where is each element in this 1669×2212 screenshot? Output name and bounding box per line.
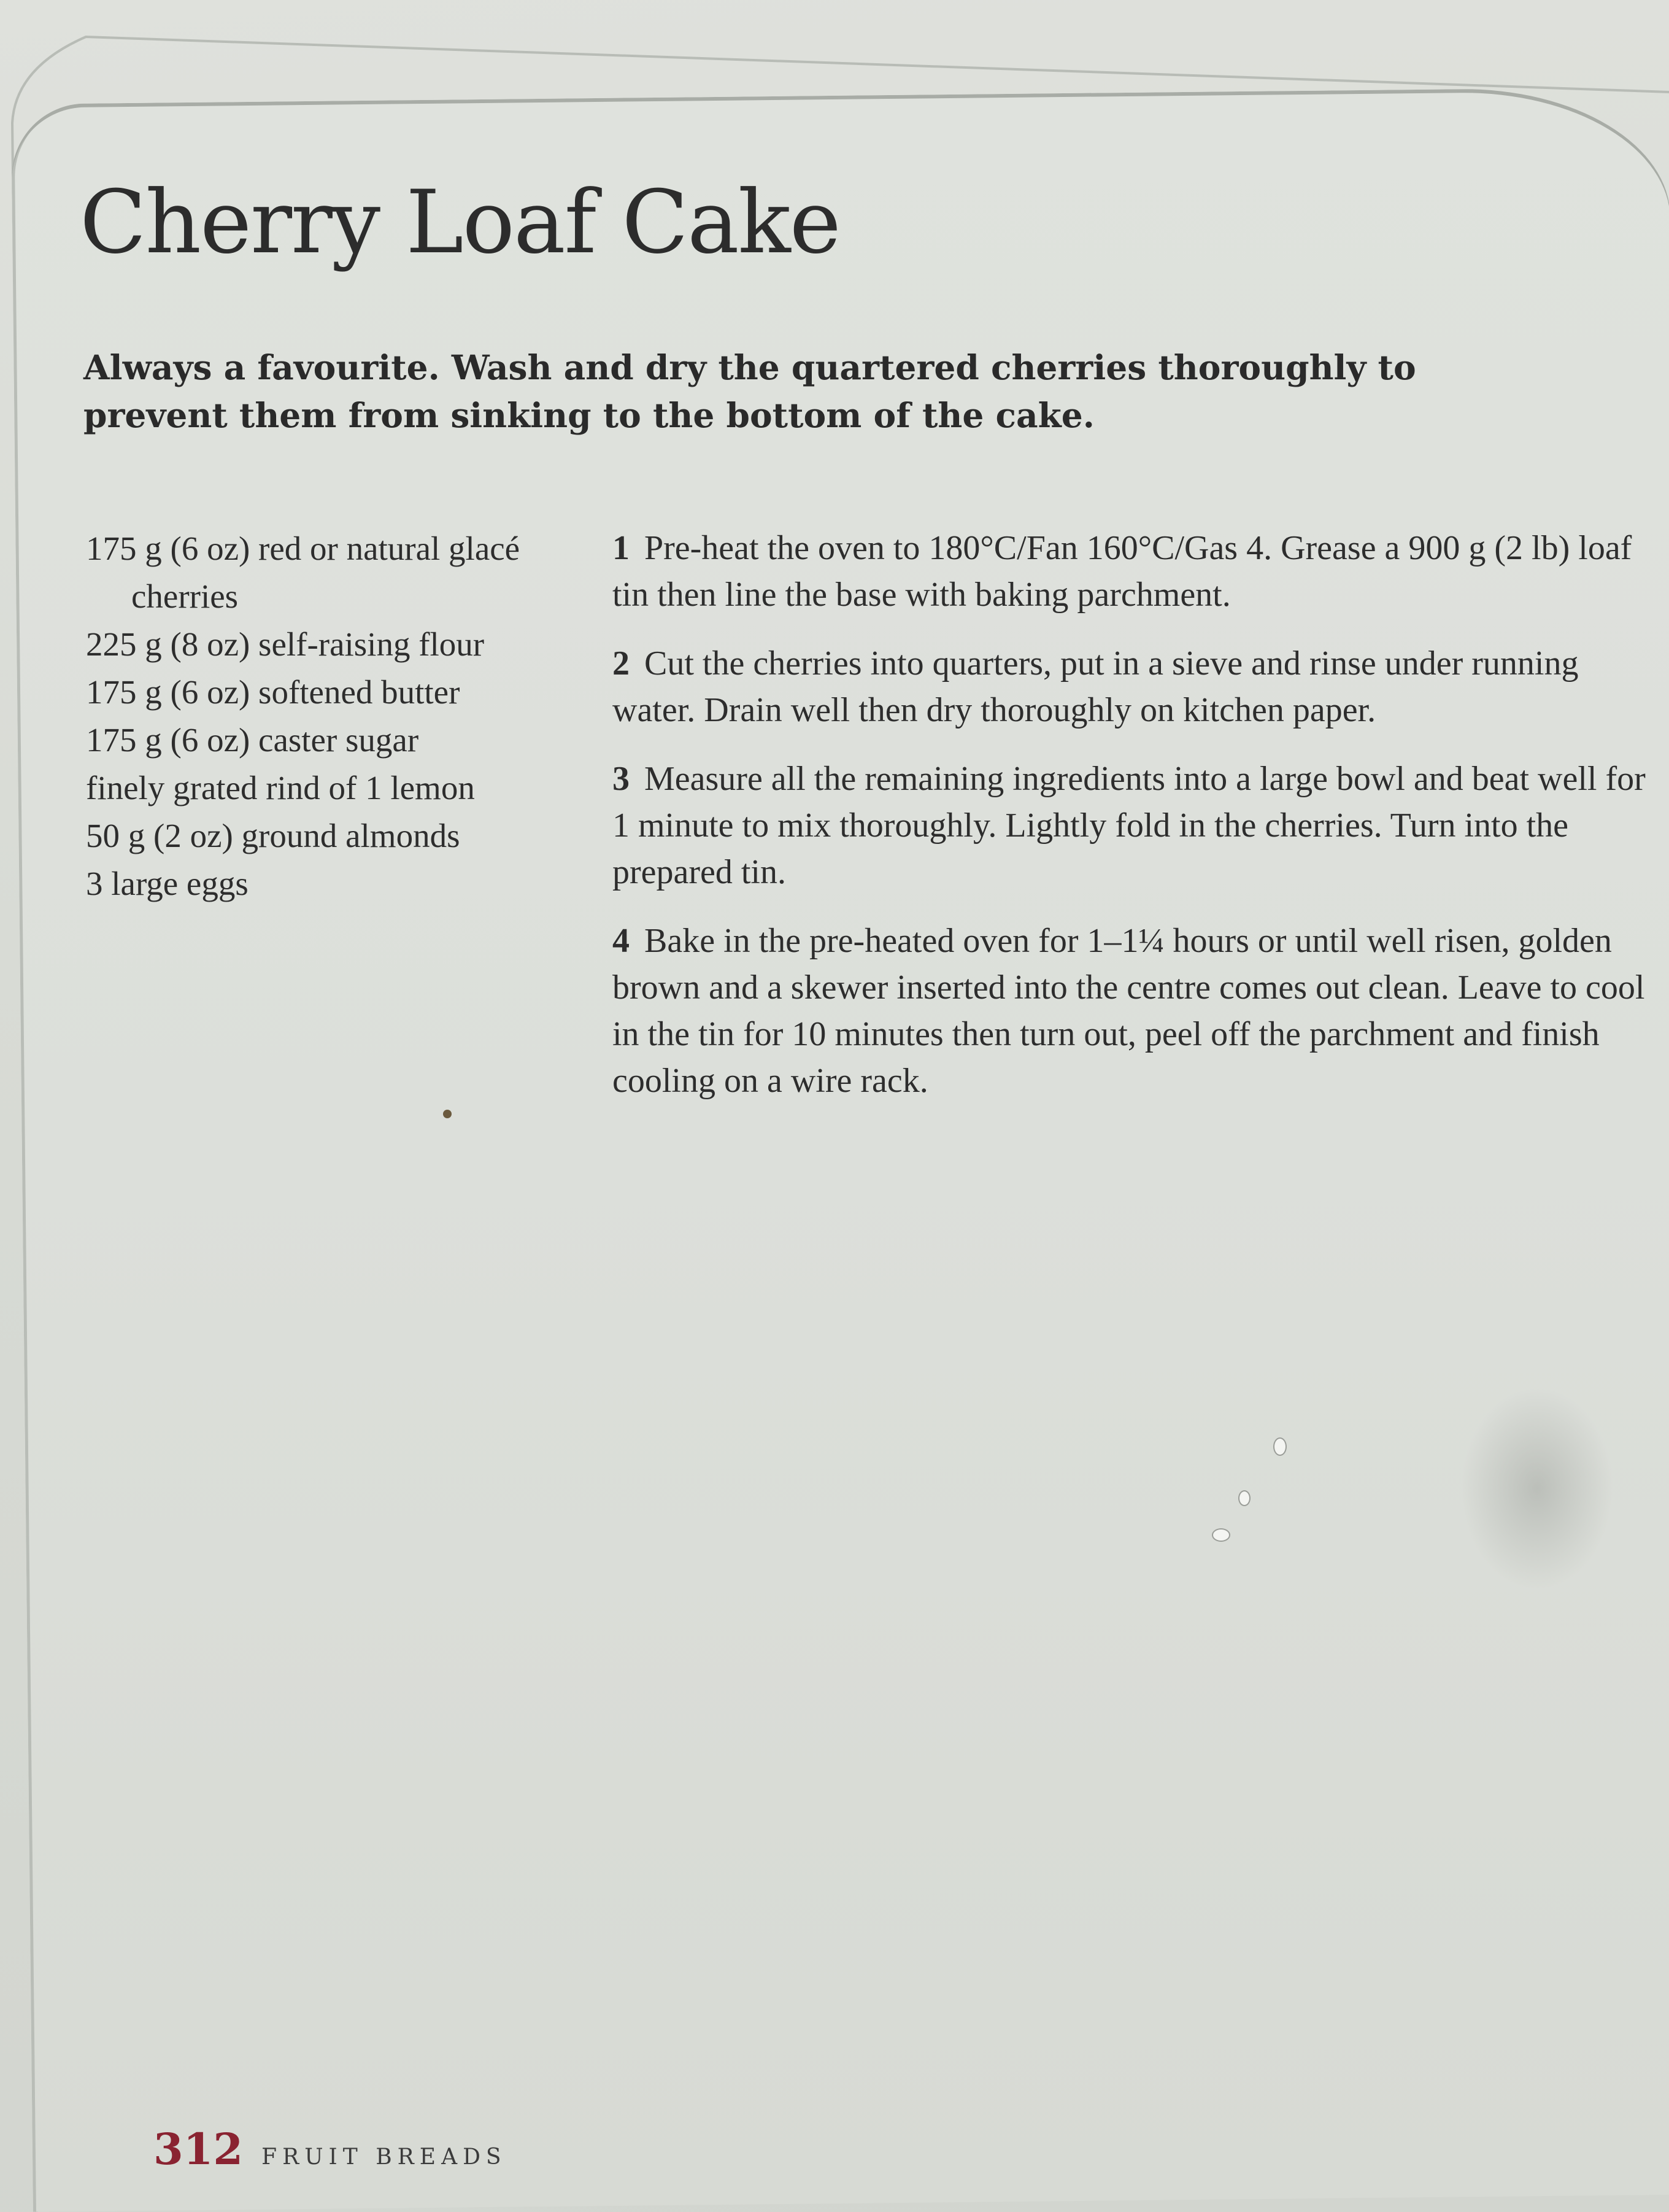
page-number: 312 — [153, 2124, 244, 2175]
step-text: Bake in the pre-heated oven for 1–1¼ hours or until well risen, golden brown and a skewer inserted into the centre comes out clean. Leave to cool in the tin for 10 minutes then turn out, peel off the parchment and finish cooling on a wire rack. — [612, 922, 1645, 1100]
method-step — [612, 918, 1656, 1104]
paper-scuff — [1238, 1490, 1251, 1506]
paper-speck — [443, 1110, 452, 1118]
step-number: 1 — [612, 529, 630, 567]
step-number: 4 — [612, 922, 630, 960]
ingredient-list — [86, 525, 552, 908]
ingredient-item: 3 large eggs — [86, 865, 249, 902]
ingredient-item: 225 g (8 oz) self-raising flour — [86, 625, 485, 663]
method-step — [612, 525, 1656, 618]
method-steps — [612, 525, 1656, 1126]
step-text: Pre-heat the oven to 180°C/Fan 160°C/Gas 4. Grease a 900 g (2 lb) loaf tin then line the base with baking parchment. — [612, 529, 1632, 614]
ingredient-item: 175 g (6 oz) red or natural glacé cherries — [86, 530, 520, 615]
ingredient-item: finely grated rind of 1 lemon — [86, 769, 475, 806]
step-number: 3 — [612, 760, 630, 798]
recipe-title: Cherry Loaf Cake — [80, 172, 840, 273]
method-step — [612, 756, 1656, 895]
method-step — [612, 640, 1656, 733]
step-number: 2 — [612, 644, 630, 683]
ingredient-item: 50 g (2 oz) ground almonds — [86, 817, 460, 854]
step-text: Cut the cherries into quarters, put in a sieve and rinse under running water. Drain well then dry thoroughly on kitchen paper. — [612, 644, 1579, 729]
recipe-intro: Always a favourite. Wash and dry the quartered cherries thoroughly to prevent them from sinking to the bottom of the cake. — [83, 347, 1416, 435]
paper-scuff — [1212, 1528, 1230, 1542]
step-text: Measure all the remaining ingredients into a large bowl and beat well for 1 minute to mix thoroughly. Lightly fold in the cherries. Turn into the prepared tin. — [612, 760, 1646, 891]
page-footer — [153, 2124, 507, 2175]
paper-scuff — [1273, 1437, 1287, 1456]
section-name: FRUIT BREADS — [261, 2144, 507, 2170]
ingredient-item: 175 g (6 oz) softened butter — [86, 673, 460, 711]
paper-stain — [1460, 1387, 1614, 1590]
ingredient-item: 175 g (6 oz) caster sugar — [86, 721, 419, 759]
